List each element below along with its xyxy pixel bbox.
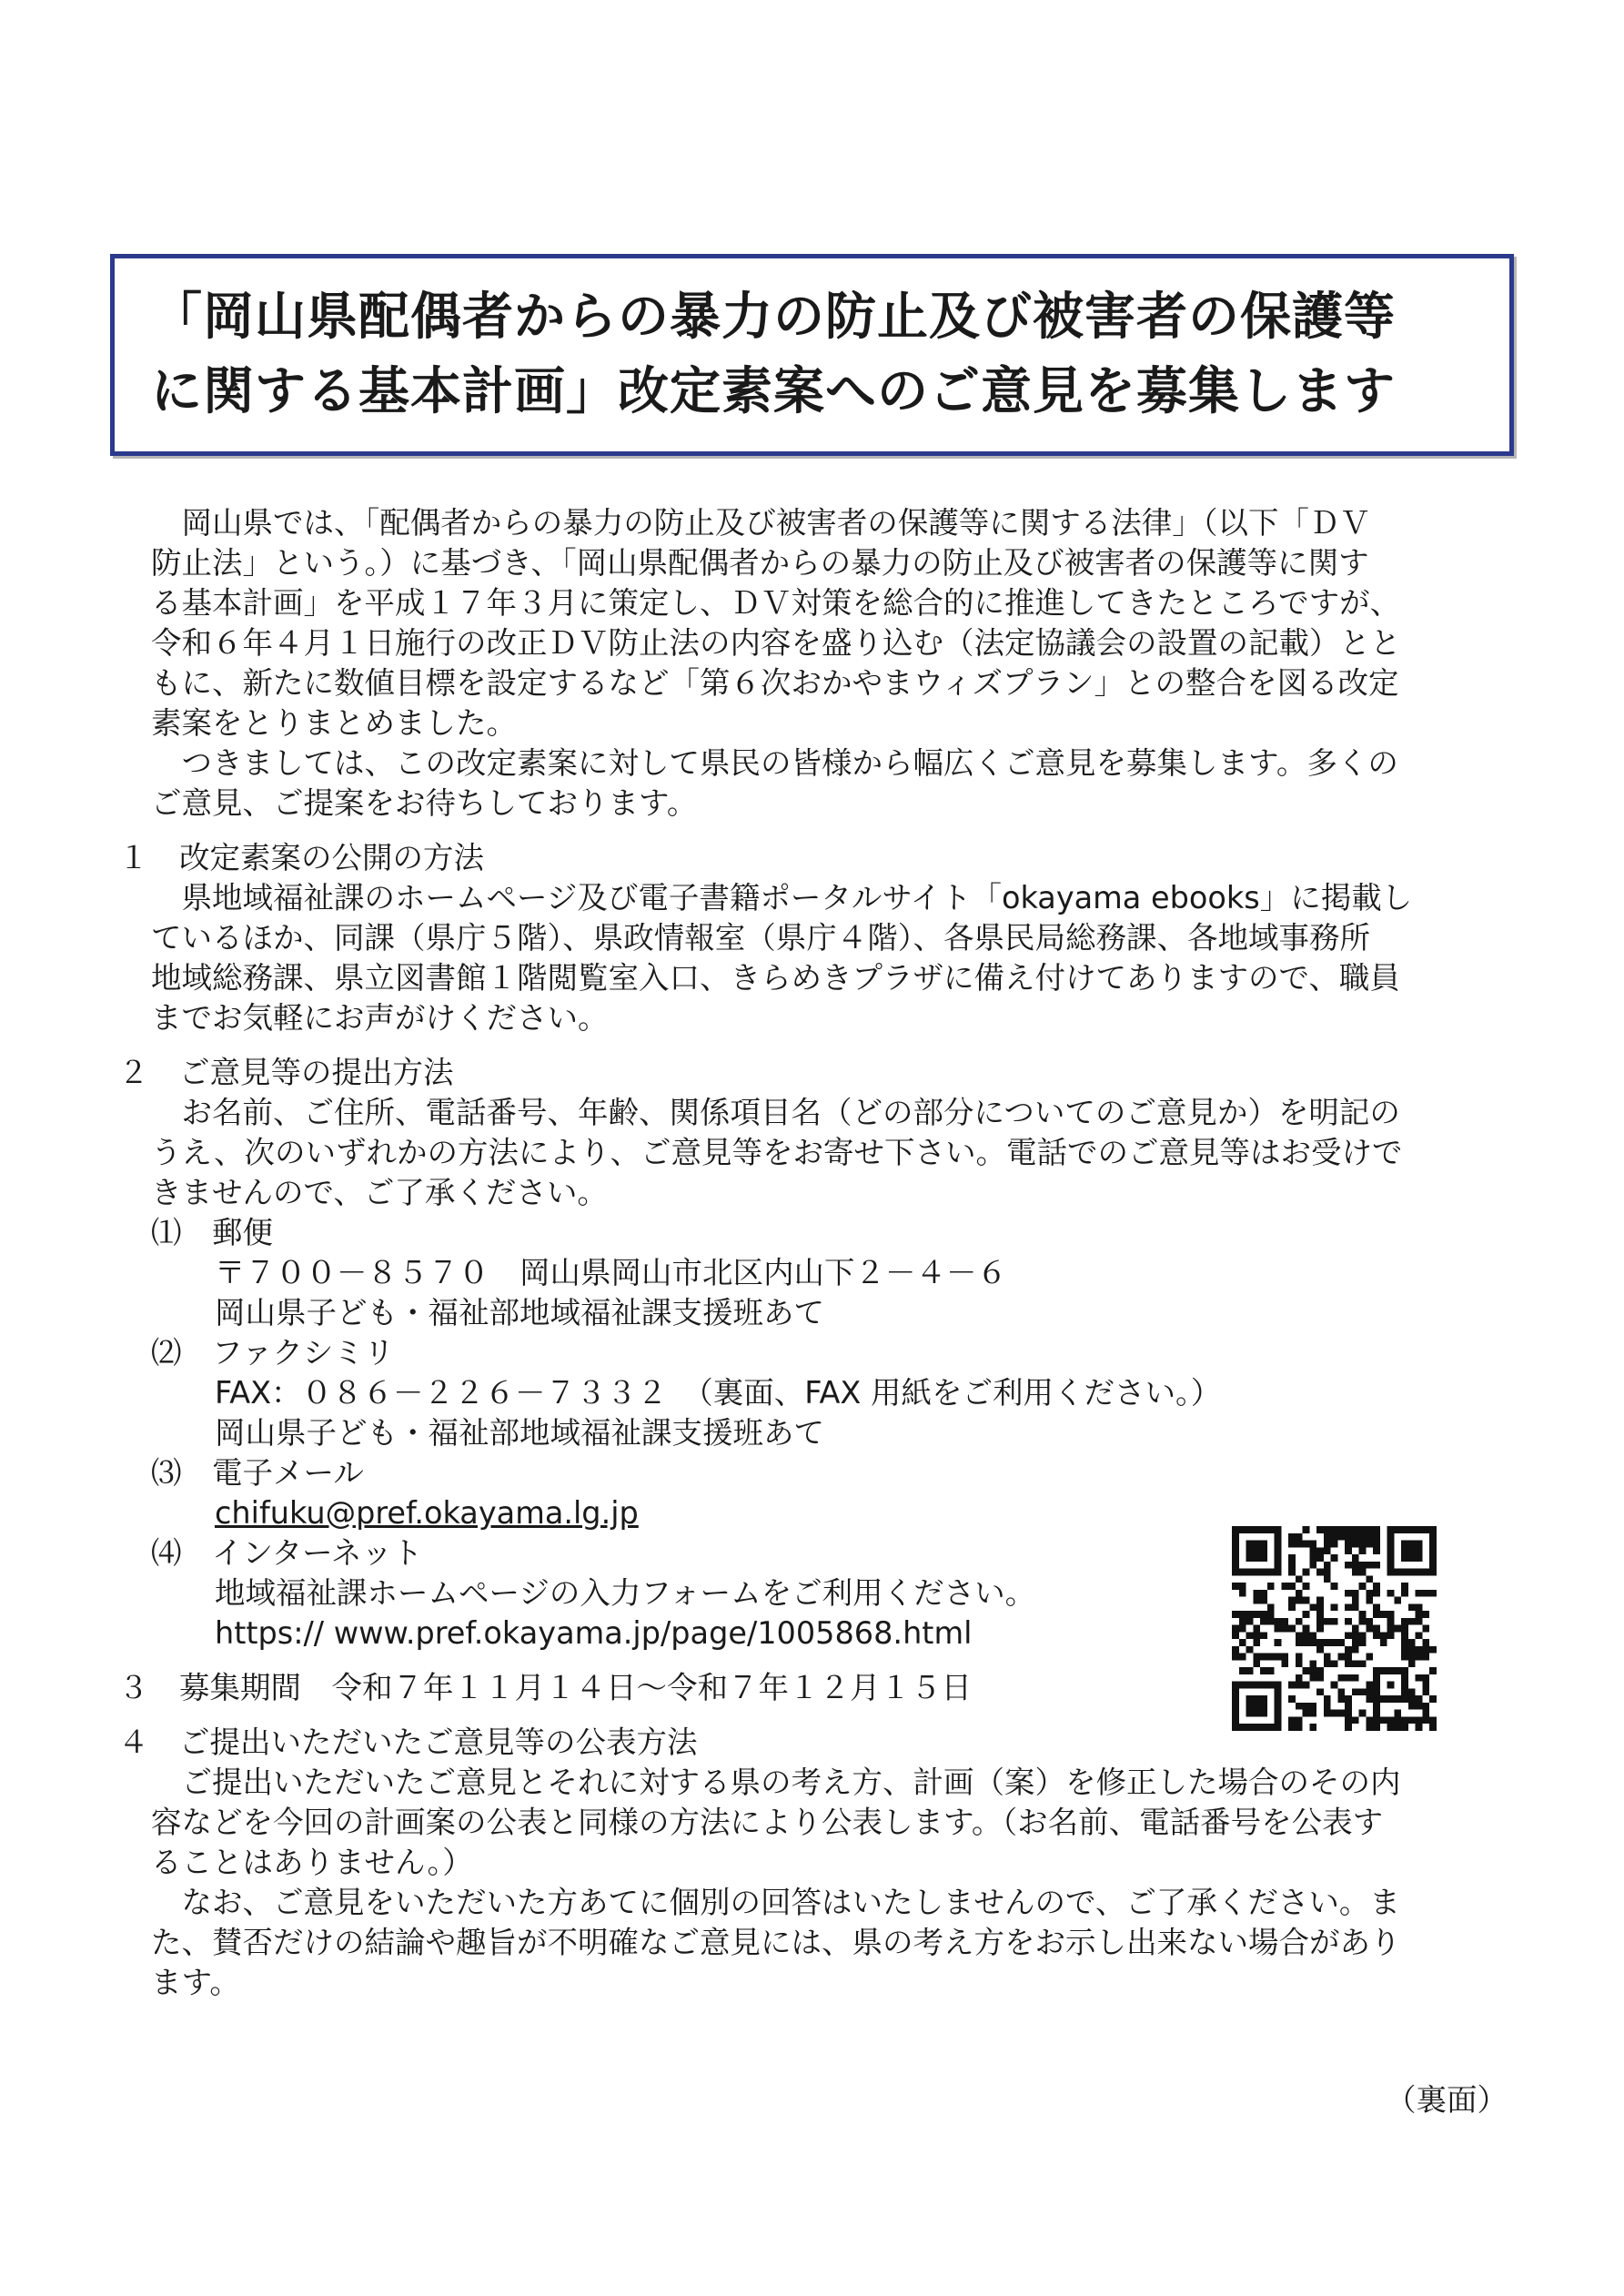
section-1-heading: １ 改定素案の公開の方法 [118, 840, 484, 875]
document-body [118, 503, 1520, 2003]
intro-line: 防止法」という。）に基づき、「岡山県配偶者からの暴力の防止及び被害者の保護等に関す [151, 545, 1369, 581]
section-1 [118, 838, 1520, 1038]
back-page-note: （裏面） [1386, 2082, 1508, 2118]
intro-line: もに、新たに数値目標を設定するなど「第６次おかやまウィズプラン」との整合を図る改定 [151, 665, 1399, 701]
fax-recipient: 岡山県子ども・福祉部地域福祉課支援班あて [215, 1415, 824, 1451]
email-link[interactable]: chifuku@pref.okayama.lg.jp [215, 1495, 639, 1531]
internet-description: 地域福祉課ホームページの入力フォームをご利用ください。 [215, 1575, 1036, 1611]
section-4-line: ます。 [151, 1965, 240, 2000]
section-2-line: お名前、ご住所、電話番号、年齢、関係項目名（どの部分についてのご意見か）を明記の [151, 1095, 1400, 1130]
title-line-2: に関する基本計画」改定素案へのご意見を募集します [151, 362, 1396, 421]
title-box [110, 254, 1514, 456]
mail-address: 〒７００－８５７０ 岡山県岡山市北区内山下２－４－６ [215, 1255, 1007, 1290]
method-email-label: ⑶ 電子メール [151, 1455, 364, 1491]
intro-line: つきましては、この改定素案に対して県民の皆様から幅広くご意見を募集します。多くの [151, 745, 1398, 781]
section-2-line: うえ、次のいずれかの方法により、ご意見等をお寄せ下さい。電話でのご意見等はお受けで [151, 1135, 1403, 1170]
method-fax-label: ⑵ ファクシミリ [151, 1335, 395, 1371]
intro-paragraph [151, 503, 1520, 824]
section-1-line: 地域総務課、県立図書館１階閲覧室入口、きらめきプラザに備え付けてありますので、職員 [151, 960, 1400, 996]
method-internet-label: ⑷ インターネット [151, 1535, 423, 1571]
section-2-line: きませんので、ご了承ください。 [151, 1175, 608, 1210]
section-4 [118, 1723, 1520, 2003]
section-4-line: ご提出いただいたご意見とそれに対する県の考え方、計画（案）を修正した場合のその内 [151, 1765, 1401, 1800]
qr-code-icon[interactable] [1232, 1526, 1437, 1731]
section-4-line: 容などを今回の計画案の公表と同様の方法により公表します。（お名前、電話番号を公表す [151, 1805, 1384, 1840]
internet-url[interactable]: https:// www.pref.okayama.jp/page/1005868.html [215, 1615, 973, 1651]
section-4-line: ることはありません。） [151, 1845, 473, 1880]
mail-recipient: 岡山県子ども・福祉部地域福祉課支援班あて [215, 1295, 824, 1330]
method-mail-label: ⑴ 郵便 [151, 1215, 273, 1250]
fax-number: FAX：０８６－２２６－７３３２ （裏面、FAX 用紙をご利用ください。） [215, 1375, 1222, 1411]
intro-line: 令和６年４月１日施行の改正ＤＶ防止法の内容を盛り込む（法定協議会の設置の記載）とと [151, 625, 1401, 661]
section-1-line: までお気軽にお声がけください。 [151, 1000, 609, 1036]
section-4-line: た、賛否だけの結論や趣旨が不明確なご意見には、県の考え方をお示し出来ない場合があり [151, 1925, 1401, 1960]
section-1-line: 県地域福祉課のホームページ及び電子書籍ポータルサイト「okayama ebooks」に掲載し [151, 880, 1413, 915]
section-2-heading: ２ ご意見等の提出方法 [118, 1055, 454, 1090]
intro-line: 素案をとりまとめました。 [151, 705, 517, 741]
intro-line: る基本計画」を平成１７年３月に策定し、ＤＶ対策を総合的に推進してきたところですが、 [151, 585, 1401, 621]
section-1-line: ているほか、同課（県庁５階）、県政情報室（県庁４階）、各県民局総務課、各地域事務所 [151, 920, 1370, 956]
section-3-heading: ３ 募集期間 令和７年１１月１４日～令和７年１２月１５日 [118, 1670, 972, 1705]
intro-line: 岡山県では、「配偶者からの暴力の防止及び被害者の保護等に関する法律」（以下「ＤＶ [151, 505, 1370, 541]
intro-line: ご意見、ご提案をお待ちしております。 [151, 785, 698, 821]
section-4-line: なお、ご意見をいただいた方あてに個別の回答はいたしませんので、ご了承ください。ま [151, 1885, 1400, 1920]
section-4-heading: ４ ご提出いただいたご意見等の公表方法 [118, 1725, 698, 1760]
title-line-1: 「岡山県配偶者からの暴力の防止及び被害者の保護等 [151, 288, 1396, 347]
